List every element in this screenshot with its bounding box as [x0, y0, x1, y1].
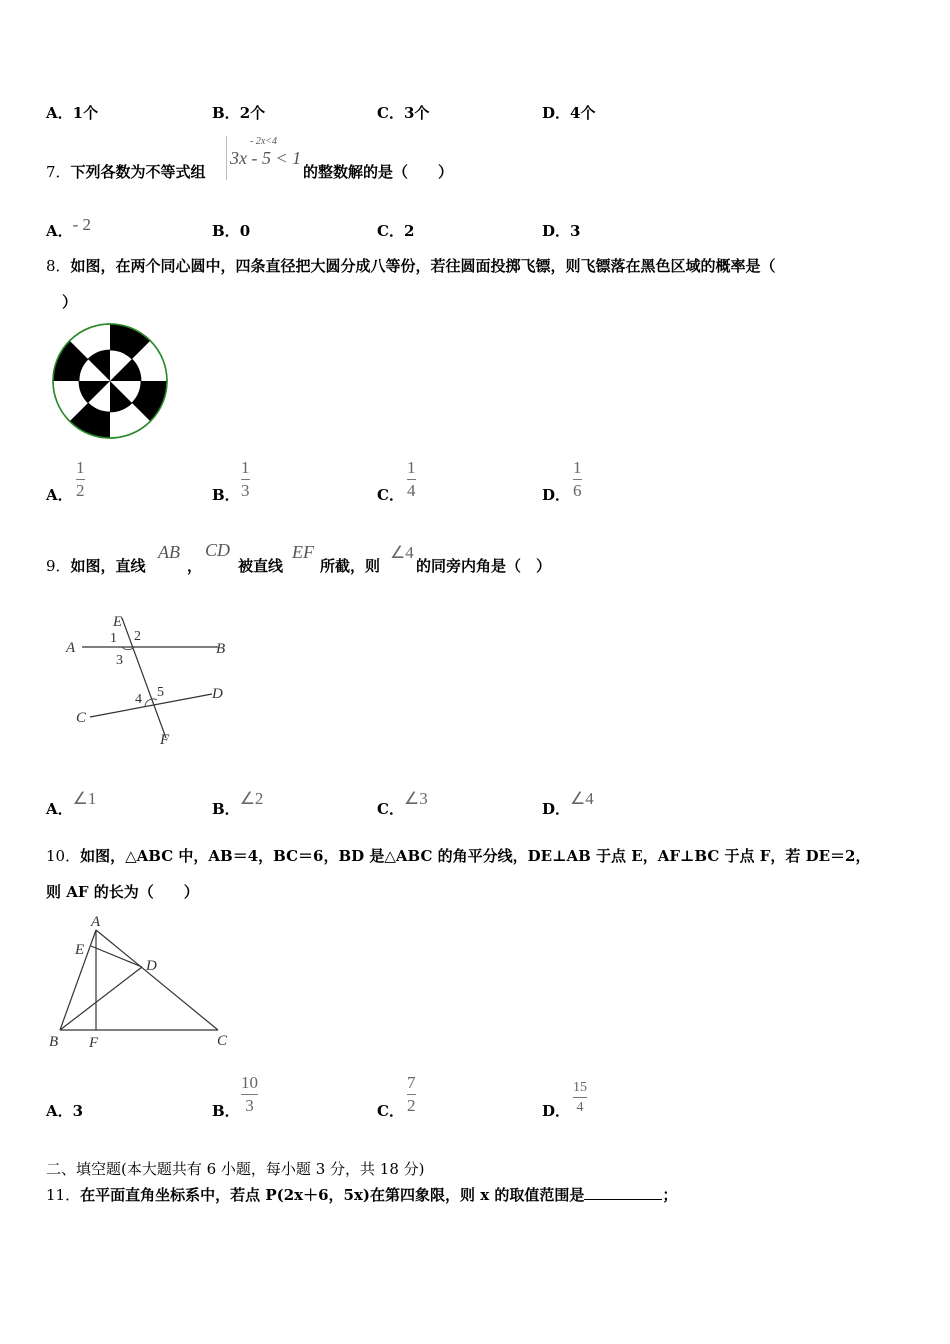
- q9-label-4: 4: [135, 692, 142, 707]
- q9-label-2: 2: [134, 629, 141, 644]
- q8-option-c-label: C．: [377, 486, 404, 504]
- q10-label-a: A: [91, 914, 101, 930]
- q10-option-d-label: D．: [542, 1102, 571, 1120]
- q9-line-cd: CD: [205, 540, 231, 560]
- q10-option-c-fraction: 7 2: [407, 1073, 416, 1115]
- q6-option-c: C．3个: [377, 104, 430, 122]
- q9-label-b: B: [216, 641, 226, 657]
- q9-option-a: A．∠1: [46, 789, 97, 818]
- q8-option-d-label: D．: [542, 486, 571, 504]
- q7-option-a: A．- 2: [46, 215, 92, 240]
- q9-line-ab: AB: [158, 542, 180, 562]
- q10-stem-line2: 则 AF 的长为（ ）: [46, 883, 199, 901]
- q9-label-d: D: [212, 686, 223, 702]
- q9-label-f: F: [160, 732, 170, 748]
- q9-label-5: 5: [157, 685, 164, 700]
- q9-stem-d: 的同旁内角是（ ）: [416, 557, 552, 575]
- q10-label-e: E: [75, 942, 85, 958]
- q10-option-c-label: C．: [377, 1102, 404, 1120]
- q7-option-c: C．2: [377, 222, 415, 240]
- q9-stem-b: 被直线: [238, 557, 284, 575]
- q7-option-b: B．0: [212, 222, 251, 240]
- q6-option-b: B．2个: [212, 104, 266, 122]
- q8-option-c-fraction: 1 4: [407, 458, 416, 500]
- q10-stem: 10．如图，△ABC 中，AB＝4，BC＝6，BD 是△ABC 的角平分线，DE⊥AB 于点 E，AF⊥BC 于点 F，若 DE＝2，: [46, 847, 871, 865]
- q10-option-d-fraction: 15 4: [573, 1080, 587, 1115]
- q9-label-1: 1: [110, 631, 117, 646]
- q6-option-d: D．4个: [542, 104, 596, 122]
- q9-option-c: C．∠3: [377, 789, 428, 818]
- q10-label-c: C: [217, 1033, 228, 1049]
- q8-dartboard-figure: [50, 321, 170, 441]
- q9-stem-c: 所截，则: [320, 557, 381, 575]
- q9-label-e: E: [113, 614, 123, 630]
- q9-option-b: B．∠2: [212, 789, 264, 818]
- q10-label-d: D: [146, 958, 157, 974]
- section-2-heading: 二、填空题(本大题共有 6 小题，每小题 3 分，共 18 分): [46, 1160, 425, 1178]
- q7-inequality-system: - 2x<4 3x - 5 < 1: [222, 134, 302, 184]
- q9-line-ef: EF: [292, 542, 314, 562]
- q9-stem-a: 9．如图，直线: [46, 557, 146, 575]
- q9-label-c: C: [76, 710, 87, 726]
- q9-comma: ，: [187, 557, 203, 575]
- q7-option-d: D．3: [542, 222, 581, 240]
- q10-option-a: A．3: [46, 1102, 84, 1120]
- q10-triangle-figure: [44, 912, 244, 1052]
- q9-label-3: 3: [116, 653, 123, 668]
- q10-label-b: B: [49, 1034, 59, 1050]
- q10-label-f: F: [89, 1035, 99, 1051]
- q6-option-a: A．1个: [46, 104, 99, 122]
- q8-option-a-label: A．: [46, 486, 73, 504]
- q9-angle4: ∠4: [390, 543, 414, 562]
- q10-option-b-fraction: 10 3: [241, 1073, 258, 1115]
- q8-option-a-fraction: 1 2: [76, 458, 85, 500]
- q11-answer-blank[interactable]: [584, 1185, 662, 1200]
- q8-option-b-fraction: 1 3: [241, 458, 250, 500]
- q9-parallel-lines-figure: [60, 602, 240, 752]
- q8-stem: 8．如图，在两个同心圆中，四条直径把大圆分成八等份，若往圆面投掷飞镖，则飞镖落在黑色区域的概率是（: [46, 257, 776, 275]
- q8-option-b-label: B．: [212, 486, 240, 504]
- q7-stem: 7．下列各数为不等式组: [46, 163, 206, 181]
- q11-stem: 11．在平面直角坐标系中，若点 P(2x＋6，5x)在第四象限，则 x 的取值范围是 ；: [46, 1186, 678, 1204]
- q10-option-b-label: B．: [212, 1102, 240, 1120]
- q9-option-d: D．∠4: [542, 789, 594, 818]
- q7-stem-tail: 的整数解的是（ ）: [303, 163, 454, 181]
- q8-stem-line2: ）: [62, 293, 78, 311]
- q9-label-a: A: [66, 640, 76, 656]
- q8-option-d-fraction: 1 6: [573, 458, 582, 500]
